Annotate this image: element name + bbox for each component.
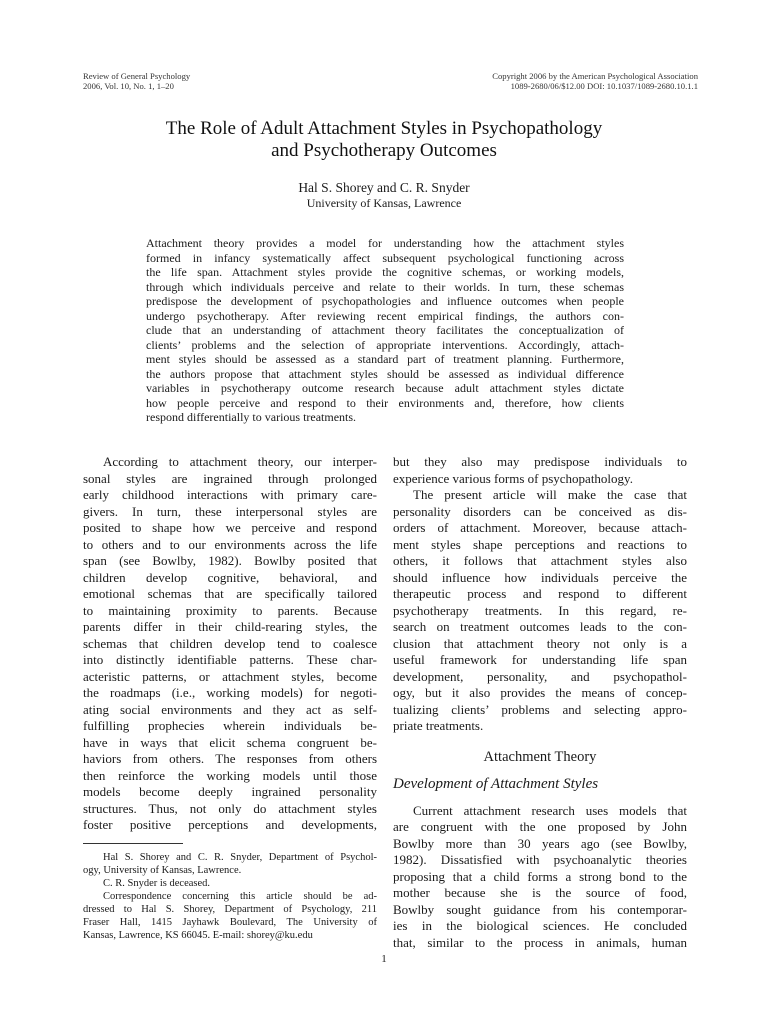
footnote-line: Fraser Hall, 1415 Jayhawk Boulevard, The University of — [83, 917, 377, 928]
body-line: children develop cognitive, behavioral, and — [83, 569, 377, 585]
body-line: acteristic patterns, or attachment styles, become — [83, 668, 377, 684]
author-affiliation: University of Kansas, Lawrence — [306, 196, 462, 210]
abstract-line: formed in infancy systematically affect subsequent psychological functioning across — [146, 250, 624, 265]
title-line-1: The Role of Adult Attachment Styles in Psychopathology — [165, 118, 603, 139]
body-line: models become deeply ingrained personality — [83, 784, 377, 799]
body-line: then reinforce the working models until those — [83, 767, 377, 783]
body-line: that, similar to the process in animals, human — [393, 934, 687, 950]
copyright-line: Copyright 2006 by the American Psychological Association — [492, 71, 698, 81]
abstract-line: clude that an understanding of attachment theory facilitates the conceptualization of — [146, 323, 624, 337]
body-line: 1982). Dissatisfied with psychoanalytic theories — [393, 852, 687, 867]
abstract — [146, 236, 624, 425]
body-line: parents differ in their child-rearing styles, the — [83, 619, 377, 634]
page-number: 1 — [381, 953, 387, 965]
body-line: clusion that attachment theory not only is a — [393, 635, 687, 651]
body-line: tualizing clients’ problems and selecting appro- — [393, 701, 687, 717]
body-line: psychotherapy treatments. In this regard, re- — [393, 602, 687, 618]
body-line: the roadmaps (i.e., working models) for negoti- — [83, 685, 377, 700]
journal-name: Review of General Psychology — [83, 71, 191, 81]
right-column — [393, 454, 687, 951]
body-line: therapeutic process and respond to different — [393, 586, 687, 601]
body-line: foster positive perceptions and developments, — [83, 817, 377, 832]
body-line: are congruent with the one proposed by John — [393, 819, 687, 834]
footnote-line: Correspondence concerning this article should be ad- — [103, 891, 377, 902]
abstract-line: how people perceive and respond to their environments and, therefore, how clients — [146, 395, 624, 410]
body-line: ment styles shape perceptions and reactions to — [393, 536, 687, 552]
body-line: sonal styles are ingrained through prolonged — [83, 470, 377, 486]
journal-citation — [83, 71, 190, 91]
body-line: priate treatments. — [393, 718, 484, 733]
section-heading: Attachment Theory — [483, 748, 597, 765]
body-line: orders of attachment. Moreover, because attach- — [393, 520, 687, 535]
body-line: Bowlby more than 30 years ago (see Bowlby, — [393, 835, 687, 851]
abstract-line: respond differentially to various treatments. — [146, 410, 357, 424]
body-line: mother because she is the source of food, — [393, 885, 687, 900]
copyright-notice — [492, 71, 698, 91]
abstract-line: the life span. Attachment styles provide the cognitive schemas, or working models, — [146, 265, 624, 279]
body-line: emotional schemas that are specifically tailored — [83, 586, 377, 601]
body-line: haviors from others. The responses from others — [83, 751, 377, 766]
abstract-line: ment styles should be assessed as a standard part of treatment planning. Furthermore, — [146, 352, 624, 366]
body-line: to maintaining proximity to parents. Because — [83, 602, 377, 618]
body-line: useful framework for understanding life span — [393, 652, 687, 667]
article-title — [0, 118, 768, 162]
body-line: Bowlby sought guidance from his contemporar- — [393, 901, 687, 917]
body-line: schemas that children develop tend to coalesce — [83, 635, 377, 651]
footnote-line: dressed to Hal S. Shorey, Department of Psychology, 211 — [83, 904, 377, 915]
abstract-line: Attachment theory provides a model for understanding how the attachment styles — [146, 236, 624, 250]
body-line: ies in the biological sciences. He concluded — [393, 918, 687, 933]
footnotes — [83, 851, 377, 942]
abstract-line: predispose the development of psychopathologies and influence outcomes when people — [146, 294, 624, 308]
footnote-line: Kansas, Lawrence, KS 66045. E-mail: shorey@ku.edu — [83, 930, 313, 941]
body-line: Current attachment research uses models that — [413, 802, 687, 818]
body-line: The present article will make the case that — [413, 487, 687, 502]
footnote-line: Hal S. Shorey and C. R. Snyder, Department of Psychol- — [103, 852, 377, 863]
body-line: search on treatment outcomes leads to the con- — [393, 619, 687, 634]
abstract-line: the authors propose that attachment styles should be assessed as individual difference — [146, 366, 624, 381]
abstract-line: undergo psychotherapy. After reviewing recent empirical findings, the authors con- — [146, 308, 624, 323]
footnote-line: C. R. Snyder is deceased. — [103, 878, 211, 889]
body-line: span (see Bowlby, 1982). Bowlby posited that — [83, 553, 377, 568]
title-line-2: and Psychotherapy Outcomes — [271, 140, 497, 161]
body-line: but they also may predispose individuals to — [393, 454, 687, 469]
body-line: posited to shape how we perceive and respond — [83, 520, 377, 535]
doi-line: 1089-2680/06/$12.00 DOI: 10.1037/1089-2680.10.1.1 — [510, 81, 698, 91]
article-authors: Hal S. Shorey and C. R. Snyder — [298, 180, 470, 195]
footnote-line: ogy, University of Kansas, Lawrence. — [83, 865, 242, 876]
body-line: ogy, but it also provides the means of concep- — [393, 685, 687, 700]
body-line: early childhood interactions with primary care- — [83, 487, 377, 502]
body-line: givers. In turn, these interpersonal styles are — [83, 503, 377, 519]
body-line: have in ways that elicit schema congruent be- — [83, 734, 377, 750]
subsection-heading: Development of Attachment Styles — [393, 775, 599, 792]
body-line: proposing that a child forms a strong bond to the — [393, 868, 687, 884]
body-line: structures. Thus, not only do attachment styles — [83, 800, 377, 816]
abstract-line: variables in psychotherapy outcome research because adult attachment styles dictate — [146, 381, 624, 395]
left-column — [83, 454, 377, 834]
footnote-divider — [83, 843, 183, 844]
body-line: to others and to our environments across the life — [83, 536, 377, 552]
abstract-line: through which individuals perceive and relate to their worlds. In turn, these schemas — [146, 279, 624, 294]
body-line: into distinctly identifiable patterns. These char- — [83, 652, 377, 667]
body-line: development, personality, and psychopathol- — [393, 668, 687, 684]
body-line: others, it follows that attachment styles also — [393, 553, 687, 568]
body-line: ating social environments and they act as self- — [83, 701, 377, 717]
body-line: fulfilling prophecies wherein individuals be- — [83, 718, 377, 733]
abstract-line: clients’ problems and the selection of appropriate interventions. Accordingly, attach- — [146, 337, 624, 352]
body-line: personality disorders can be conceived as dis- — [393, 503, 687, 519]
journal-volume: 2006, Vol. 10, No. 1, 1–20 — [83, 81, 174, 91]
body-line: should influence how individuals perceive the — [393, 569, 687, 585]
body-line: experience various forms of psychopathology. — [393, 470, 633, 486]
body-line: According to attachment theory, our interper- — [103, 454, 377, 469]
